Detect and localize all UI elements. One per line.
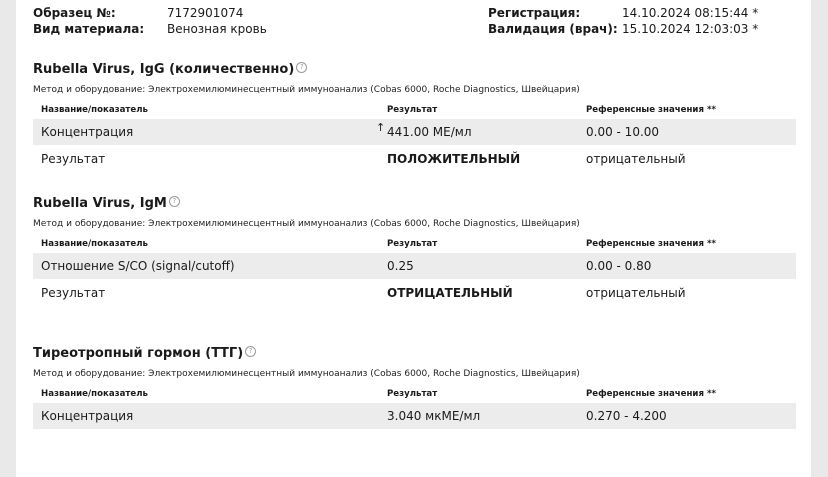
row-name: Концентрация — [41, 409, 134, 423]
row-reference: 0.00 - 0.80 — [586, 259, 652, 273]
registration-label: Регистрация: — [488, 6, 581, 20]
question-circle-icon[interactable]: ? — [296, 62, 307, 73]
row-result: ОТРИЦАТЕЛЬНЫЙ — [387, 286, 513, 300]
section-title-rubella-igg — [33, 62, 307, 77]
row-reference: 0.00 - 10.00 — [586, 125, 660, 139]
table-row — [33, 146, 796, 172]
method-description: Метод и оборудование: Электрохемилюминесцентный иммуноанализ (Cobas 6000, Roche Diagnostics, Швейцария) — [33, 219, 580, 229]
row-name: Результат — [41, 152, 106, 166]
row-reference: отрицательный — [586, 152, 686, 166]
table-row — [33, 280, 796, 306]
header-result: Результат — [387, 105, 438, 115]
method-description: Метод и оборудование: Электрохемилюминесцентный иммуноанализ (Cobas 6000, Roche Diagnostics, Швейцария) — [33, 369, 580, 379]
table-row — [33, 403, 796, 429]
report-sheet — [16, 0, 811, 477]
section-title-text: Rubella Virus, IgM — [33, 196, 167, 211]
validation-label: Валидация (врач): — [488, 22, 618, 36]
table-header — [33, 389, 796, 403]
sample-number-label: Образец №: — [33, 6, 116, 20]
table-header — [33, 105, 796, 119]
header-result: Результат — [387, 239, 438, 249]
registration-value: 14.10.2024 08:15:44 * — [622, 6, 759, 20]
row-name: Результат — [41, 286, 106, 300]
row-reference: отрицательный — [586, 286, 686, 300]
section-title-rubella-igm — [33, 196, 180, 211]
row-reference: 0.270 - 4.200 — [586, 409, 667, 423]
header-reference: Референсные значения ** — [586, 105, 716, 115]
row-result: 0.25 — [387, 259, 414, 273]
row-result: 441.00 МЕ/мл — [387, 125, 472, 139]
header-reference: Референсные значения ** — [586, 389, 716, 399]
row-result: ПОЛОЖИТЕЛЬНЫЙ — [387, 152, 521, 166]
method-description: Метод и оборудование: Электрохемилюминесцентный иммуноанализ (Cobas 6000, Roche Diagnostics, Швейцария) — [33, 85, 580, 95]
section-title-text: Rubella Virus, IgG (количественно) — [33, 62, 295, 77]
row-result: 3.040 мкМЕ/мл — [387, 409, 481, 423]
sample-number-value: 7172901074 — [167, 6, 244, 20]
table-row — [33, 119, 796, 145]
row-name: Отношение S/CO (signal/cutoff) — [41, 259, 235, 273]
row-name: Концентрация — [41, 125, 134, 139]
table-header — [33, 239, 796, 253]
section-title-text: Тиреотропный гормон (ТТГ) — [33, 346, 244, 361]
header-name: Название/показатель — [41, 389, 148, 399]
table-row — [33, 253, 796, 279]
question-circle-icon[interactable]: ? — [245, 346, 256, 357]
header-reference: Референсные значения ** — [586, 239, 716, 249]
header-result: Результат — [387, 389, 438, 399]
section-title-tsh — [33, 346, 256, 361]
validation-value: 15.10.2024 12:03:03 * — [622, 22, 759, 36]
material-type-value: Венозная кровь — [167, 22, 267, 36]
material-type-label: Вид материала: — [33, 22, 145, 36]
up-arrow-icon: ↑ — [376, 121, 386, 134]
header-name: Название/показатель — [41, 105, 148, 115]
question-circle-icon[interactable]: ? — [169, 196, 180, 207]
header-name: Название/показатель — [41, 239, 148, 249]
